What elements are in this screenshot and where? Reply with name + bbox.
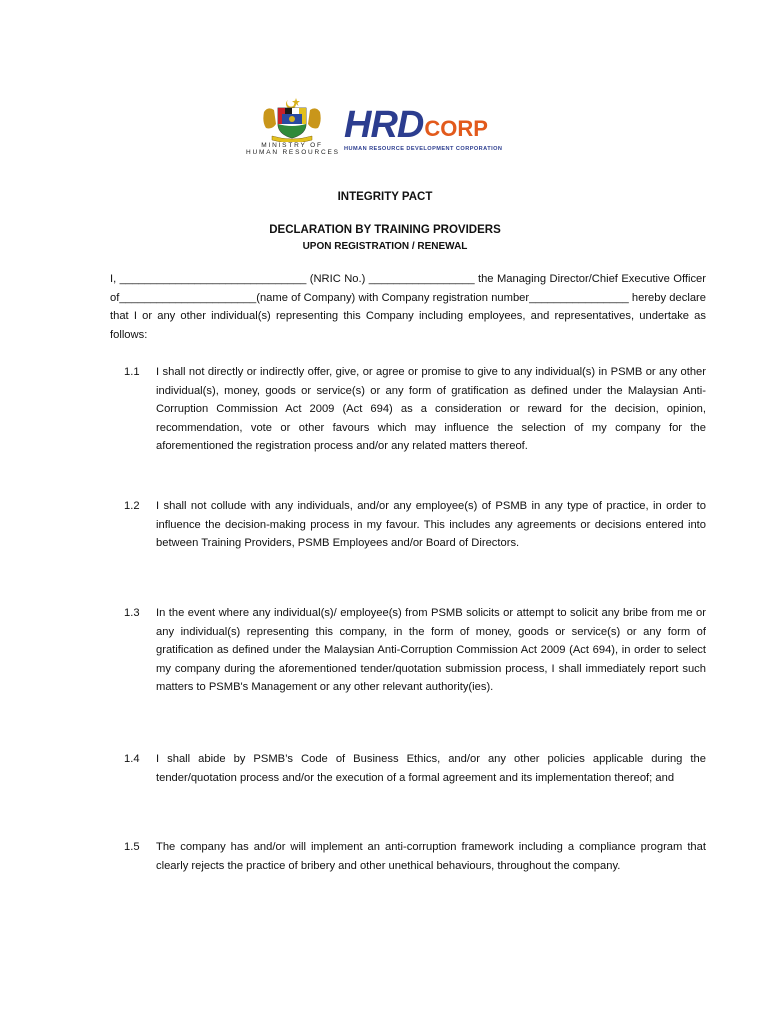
ministry-line-2: HUMAN RESOURCES: [246, 149, 340, 156]
document-subtitle: DECLARATION BY TRAINING PROVIDERS: [269, 224, 501, 236]
document-subtitle-2: UPON REGISTRATION / RENEWAL: [302, 241, 468, 252]
ministry-logo: [246, 96, 338, 160]
clause-text: In the event where any individual(s)/ employee(s) from PSMB solicits or attempt to solicit any bribe from me or any individual(s) representing this company, in the form of money, goods or service(s) or any form of gratification as defined under the Malaysian Anti-Corruption Commission Act 2009 (Act 694), in order to select my company during the aforementioned tender/quotation submission process, I shall immediately report such matters to PSMB's Management or any other relevant authority(ies).: [156, 607, 706, 694]
clause-number: 1.1: [124, 366, 140, 378]
clause-number: 1.2: [124, 500, 140, 512]
hrd-corp-logo: [344, 104, 544, 160]
clause-number: 1.4: [124, 753, 140, 765]
header-logos: [246, 96, 546, 160]
hrd-corp-text: CORP: [424, 116, 488, 141]
intro-paragraph: I, ______________________________ (NRIC No.) _________________ the Managing Director/Chief Executive Officer of______________________(name of Company) with Company registration number________________ hereby declare that I or any other individual(s) representing this Company including employees, and representatives, undertake as follows:: [110, 273, 706, 341]
clause-text: I shall not directly or indirectly offer, give, or agree or promise to give to any individual(s) in PSMB or any other individual(s), money, goods or service(s) or any form of gratification as defined under the Malaysian Anti-Corruption Commission Act 2009 (Act 694) as a consideration or reward for the decision, opinion, recommendation, vote or other favours which may influence the selection of my company for the aforementioned the registration process and/or any related matters thereof.: [156, 366, 706, 453]
coat-of-arms-icon: [260, 96, 324, 142]
clause-number: 1.3: [124, 607, 140, 619]
hrd-mark: HRD: [344, 104, 424, 146]
ministry-line-1: MINISTRY OF: [261, 142, 323, 149]
document-title: INTEGRITY PACT: [337, 191, 433, 203]
clause-text: The company has and/or will implement an anti-corruption framework including a compliance program that clearly rejects the practice of bribery and other unethical behaviours, throughout the company.: [156, 841, 706, 872]
clause-text: I shall not collude with any individuals, and/or any employee(s) of PSMB in any type of practice, in order to influence the decision-making process in my favour. This includes any agreements or decisions entered into between Training Providers, PSMB Employees and/or Board of Directors.: [156, 500, 706, 550]
clause-number: 1.5: [124, 841, 140, 853]
hrd-subtitle: HUMAN RESOURCE DEVELOPMENT CORPORATION: [344, 146, 503, 152]
clause-text: I shall abide by PSMB’s Code of Business Ethics, and/or any other policies applicable during the tender/quotation process and/or the execution of a formal agreement and its implementation thereof; and: [156, 753, 706, 784]
